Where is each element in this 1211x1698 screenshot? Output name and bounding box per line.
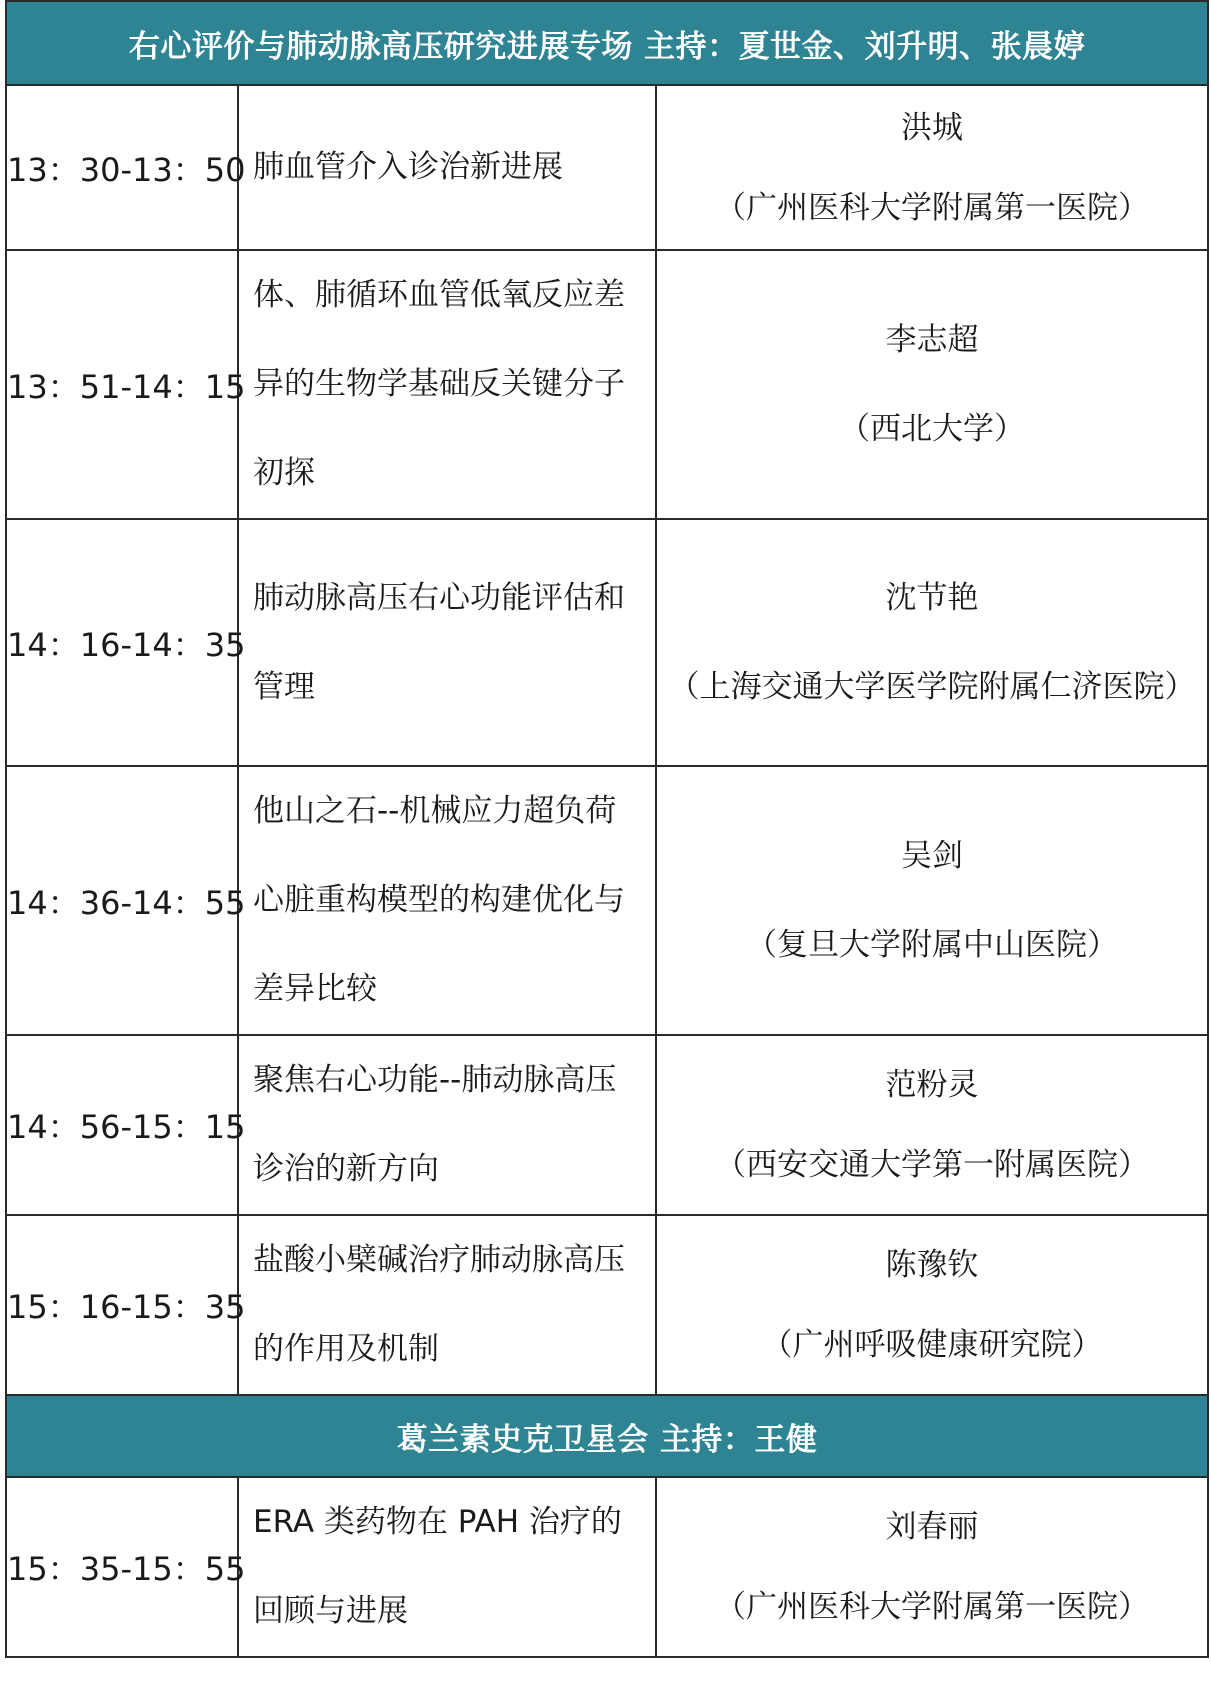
- table-row: [6, 1035, 1208, 1215]
- session-topic: 肺血管介入诊治新进展: [238, 85, 656, 250]
- table-row: [6, 1477, 1208, 1657]
- speaker-institution: （西北大学）: [839, 410, 1026, 447]
- section-header: [6, 1395, 1208, 1477]
- session-topic: 体、肺循环血管低氧反应差异的生物学基础反关键分子初探: [238, 250, 656, 519]
- schedule-table: [5, 0, 1209, 1658]
- speaker-institution: （广州呼吸健康研究院）: [761, 1327, 1103, 1363]
- session-topic: 盐酸小檗碱治疗肺动脉高压的作用及机制: [238, 1215, 656, 1395]
- session-time: 14：36-14：55: [6, 766, 238, 1035]
- speaker-name: 洪城: [901, 109, 964, 146]
- table-row: [6, 519, 1208, 766]
- session-topic: 肺动脉高压右心功能评估和管理: [238, 519, 656, 766]
- speaker-name: 刘春丽: [885, 1509, 979, 1545]
- section-title: 葛兰素史克卫星会 主持：王健: [6, 1395, 1208, 1477]
- speaker-name: 吴剑: [901, 837, 964, 874]
- session-time: 13：51-14：15: [6, 250, 238, 519]
- speaker-cell: [656, 250, 1208, 519]
- speaker-cell: [656, 1215, 1208, 1395]
- speaker-institution: （上海交通大学医学院附属仁济医院）: [668, 668, 1196, 705]
- table-row: [6, 1215, 1208, 1395]
- section-title: 右心评价与肺动脉高压研究进展专场 主持：夏世金、刘升明、张晨婷: [6, 1, 1208, 85]
- speaker-cell: [656, 519, 1208, 766]
- session-topic: ERA 类药物在 PAH 治疗的回顾与进展: [238, 1477, 656, 1657]
- table-row: [6, 85, 1208, 250]
- session-time: 15：16-15：35: [6, 1215, 238, 1395]
- session-topic: 他山之石--机械应力超负荷心脏重构模型的构建优化与差异比较: [238, 766, 656, 1035]
- speaker-cell: [656, 766, 1208, 1035]
- session-time: 15：35-15：55: [6, 1477, 238, 1657]
- speaker-cell: [656, 1477, 1208, 1657]
- speaker-institution: （广州医科大学附属第一医院）: [715, 189, 1150, 226]
- speaker-cell: [656, 1035, 1208, 1215]
- speaker-name: 陈豫钦: [885, 1247, 979, 1283]
- session-time: 13：30-13：50: [6, 85, 238, 250]
- speaker-name: 沈节艳: [885, 579, 979, 616]
- table-row: [6, 766, 1208, 1035]
- speaker-institution: （西安交通大学第一附属医院）: [715, 1147, 1150, 1183]
- speaker-name: 李志超: [885, 321, 979, 358]
- speaker-name: 范粉灵: [885, 1067, 979, 1103]
- session-topic: 聚焦右心功能--肺动脉高压诊治的新方向: [238, 1035, 656, 1215]
- table-row: [6, 250, 1208, 519]
- speaker-institution: （广州医科大学附属第一医院）: [715, 1589, 1150, 1625]
- speaker-cell: [656, 85, 1208, 250]
- speaker-institution: （复旦大学附属中山医院）: [746, 926, 1119, 963]
- section-header: [6, 1, 1208, 85]
- session-time: 14：16-14：35: [6, 519, 238, 766]
- session-time: 14：56-15：15: [6, 1035, 238, 1215]
